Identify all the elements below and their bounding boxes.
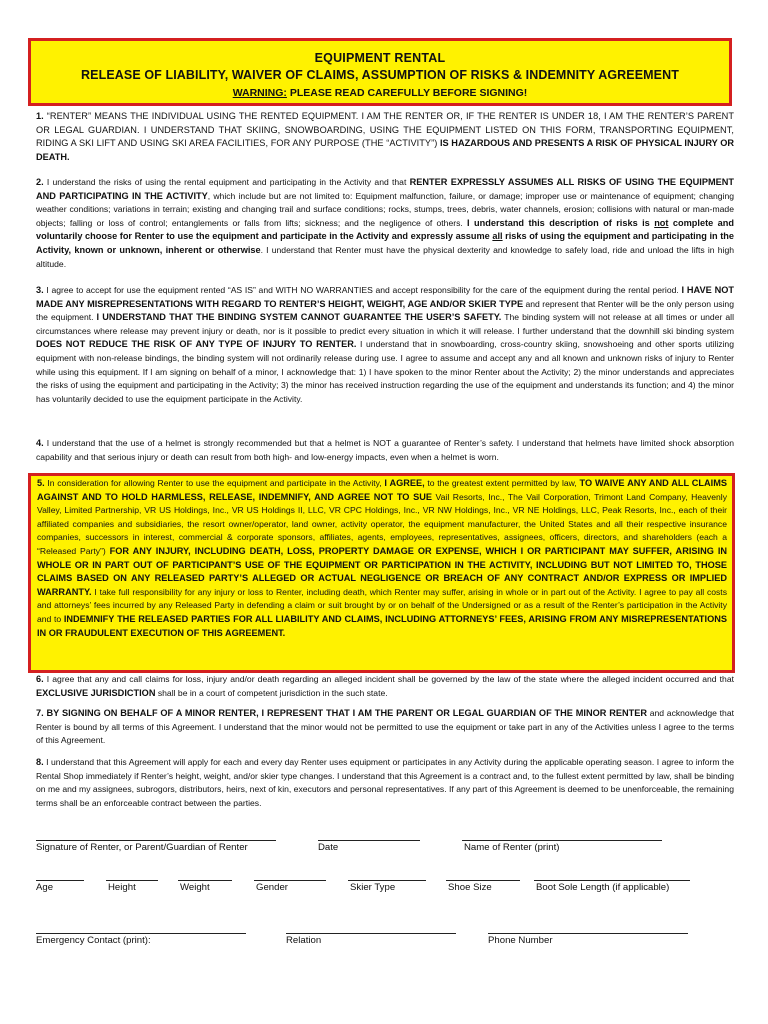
paragraph-5-text-3: Vail Resorts, Inc., The Vail Corporation, Trimont Land Company, Heavenly Valley, Limited Partnership, VR US Holdings, Inc., VR US Holdings II, LLC, VR CPC Holdings, Inc., VR NW Holdings, Inc., VR NE Holdings, LLC, Peak Resorts, Inc., each of their affiliated companies and subsidiaries, the resort owner/operator, land owner, activity operator, the equipment manufacturer, the United States and all their respective insurance companies, successors in interest, commercial & corporate sponsors, affiliates, agents, employees, representatives, assignees, officers, directors, and shareholders (each a “Released Party”): [37, 491, 727, 556]
phone-number-line[interactable]: [488, 933, 688, 934]
paragraph-7-bold: 7. BY SIGNING ON BEHALF OF A MINOR RENTER, I REPRESENT THAT I AM THE PARENT OR LEGAL GUARDIAN OF THE MINOR RENTER: [36, 708, 648, 718]
paragraph-1: [36, 110, 734, 164]
warning-text: PLEASE READ CAREFULLY BEFORE SIGNING!: [286, 87, 528, 99]
paragraph-6-number: 6.: [36, 674, 44, 684]
paragraph-2-text-3: . I understand that Renter must have the physical dexterity and knowledge to safely load, ride and unload the lifts in high altitude.: [36, 244, 734, 269]
renter-name-label: Name of Renter (print): [464, 842, 560, 853]
height-line[interactable]: [106, 880, 158, 881]
paragraph-5: [37, 477, 727, 640]
paragraph-3-text-1: I agree to accept for use the equipment rented “AS IS” and WITH NO WARRANTIES and accept responsibility for the care of the equipment during the rental period.: [43, 285, 682, 295]
height-label: Height: [108, 882, 136, 893]
paragraph-3-text-2: and represent that Renter will be the only person using the equipment.: [36, 298, 734, 323]
shoe-size-line[interactable]: [446, 880, 520, 881]
paragraph-3-text-4: I understand that in snowboarding, cross-country skiing, snowshoeing and other sports utilizing equipment with non-release bindings, the binding system will not ordinarily release during use. I agree to assume and accept any and all known and unknown risks of injury to Renter while using this equipment. If I am signing on behalf of a minor, I acknowledge that: 1) I have spoken to the minor Renter about the Activity; 2) the minor understands and appreciates the risks of using the equipment and participating in the Activity; 3) the minor has received instruction regarding the use of the equipment and understands its function; and 4) the minor has voluntarily decided to use the equipment participate in the Activity.: [36, 339, 734, 404]
boot-sole-line[interactable]: [534, 880, 690, 881]
paragraph-3-bold-1: I HAVE NOT MADE ANY MISREPRESENTATIONS WITH REGARD TO RENTER’S HEIGHT, WEIGHT, AGE AND/OR SKIER TYPE: [36, 285, 734, 309]
paragraph-8: [36, 756, 734, 810]
paragraph-5-text-1: In consideration for allowing Renter to use the equipment and participate in the Activity,: [44, 478, 385, 488]
date-label: Date: [318, 842, 339, 853]
paragraph-3-bold-2: I UNDERSTAND THAT THE BINDING SYSTEM CANNOT GUARANTEE THE USER’S SAFETY.: [96, 312, 502, 323]
paragraph-2-number: 2.: [36, 177, 44, 187]
paragraph-3-bold-3: DOES NOT REDUCE THE RISK OF ANY TYPE OF INJURY TO RENTER.: [36, 339, 357, 350]
paragraph-2-text-1: I understand the risks of using the rental equipment and participating in the Activity and that: [43, 177, 410, 187]
paragraph-5-text-4: I take full responsibility for any injury or loss to Renter, including death, which Renter may suffer, arising in whole or in part out of the Activity. I agree to pay all costs and attorneys’ fees incurred by any Released Party in defending a claim or suit brought by or on behalf of the Undersigned or as a result of the Renter’s participation in the Activity and to: [37, 586, 727, 624]
date-line[interactable]: [318, 840, 420, 841]
paragraph-6: [36, 673, 734, 700]
skier-type-label: Skier Type: [350, 882, 396, 893]
boot-sole-label: Boot Sole Length (if applicable): [536, 882, 670, 893]
paragraph-5-bold-4: INDEMNIFY THE RELEASED PARTIES FOR ALL LIABILITY AND CLAIMS, INCLUDING ATTORNEYS’ FEES, ARISING FROM ANY MISREPRESENTATIONS IN OR FRAUDULENT EXECUTION OF THIS AGREEMENT.: [37, 613, 727, 638]
paragraph-1-bold: IS HAZARDOUS AND PRESENTS A RISK OF PHYSICAL INJURY OR DEATH.: [36, 138, 734, 162]
paragraph-8-text: I understand that this Agreement will apply for each and every day Renter uses equipment or participates in any Activity during the applicable operating season. I agree to inform the Rental Shop immediately if Renter’s height, weight, and/or skier type changes. I understand that this Agreement is a contract and, to the fullest extent permitted by law, shall be binding on me and my assignees, subrogors, distributors, heirs, next of kin, executors and personal representatives. If any part of this Agreement is deemed to be unenforceable, the remaining terms shall be an enforceable contract between the parties.: [36, 757, 734, 808]
paragraph-6-text-2: shall be in a court of competent jurisdiction in the such state.: [155, 687, 388, 698]
paragraph-2: [36, 176, 734, 271]
indemnity-highlight-box: [28, 473, 735, 673]
emergency-contact-label: Emergency Contact (print):: [36, 935, 151, 946]
paragraph-3-text-3: The binding system will not release at all times or under all circumstances where release may prevent injury or death, nor is it possible to predict every situation in which it will release. I further understand that the downhill ski binding system: [36, 312, 734, 336]
paragraph-5-text-2: to the greatest extent permitted by law,: [424, 478, 580, 488]
phone-number-label: Phone Number: [488, 935, 553, 946]
paragraph-2-underline-all: all: [492, 231, 503, 242]
paragraph-2-text-2: , which include but are not limited to: Equipment malfunction, failure, or damage; improper use or maintenance of equipment; changing weather conditions; variations in terrain; existing and changing trail and surface conditions; rocks, stumps, trees, debris, water channels, erosion; collisions with natural or man-made objects; falling or loss of control; entanglements or falls from lifts; sickness; and the negligence of others.: [36, 190, 734, 228]
paragraph-3-number: 3.: [36, 285, 44, 295]
paragraph-4-number: 4.: [36, 438, 44, 448]
paragraph-5-bold-1: I AGREE,: [384, 478, 425, 488]
paragraph-2-bold-1: RENTER EXPRESSLY ASSUMES ALL RISKS OF USING THE EQUIPMENT AND PARTICIPATING IN THE ACTIVITY: [36, 177, 735, 201]
warning-line: [31, 87, 729, 99]
paragraph-5-bold-3: FOR ANY INJURY, INCLUDING DEATH, LOSS, PROPERTY DAMAGE OR EXPENSE, WHICH I OR PARTICIPANT MAY SUFFER, ARISING IN WHOLE OR IN PART OUT OF PARTICIPANT’S USE OF THE EQUIPMENT OR PARTICIPATION IN THE ACTIVITY, INCLUDING BUT NOT LIMITED TO, THOSE CLAIMS BASED ON ANY RELEASED PARTY’S ALLEGED OR ACTUAL NEGLIGENCE OR BREACH OF ANY CONTRACT AND/OR EXPRESS OR IMPLIED WARRANTY.: [37, 545, 728, 597]
age-label: Age: [36, 882, 54, 893]
paragraph-7-text: and acknowledge that Renter is bound by all terms of this Agreement. I understand that the minor would not be permitted to use the equipment or take part in any of the Activities unless I agree to the terms of this Agreement.: [36, 708, 734, 746]
document-title: EQUIPMENT RENTAL: [314, 51, 446, 65]
paragraph-7: [36, 707, 734, 748]
paragraph-6-text-1: I agree that any and call claims for loss, injury and/or death regarding an alleged incident shall be governed by the law of the state where the alleged incident occurred and that: [43, 674, 734, 684]
paragraph-1-number: 1.: [36, 111, 44, 121]
paragraph-4-text: I understand that the use of a helmet is strongly recommended but that a helmet is NOT a guarantee of Renter’s safety. I understand that helmets have limited shock absorption capability and that serious injury or death can result from both high- and low-energy impacts, even when a helmet is worn.: [36, 438, 734, 462]
paragraph-1-text: “RENTER” MEANS THE INDIVIDUAL USING THE RENTED EQUIPMENT. I AM THE RENTER OR, IF THE RENTER IS UNDER 18, I AM THE RENTER’S PARENT OR LEGAL GUARDIAN. I UNDERSTAND THAT SKIING, SNOWBOARDING, USING THE EQUIPMENT LISTED ON THIS FORM, TRANSPORTING EQUIPMENT, RIDING A SKI LIFT AND USING SKI AREA FACILITIES, FOR ANY PURPOSE (THE “ACTIVITY”): [36, 111, 734, 149]
paragraph-2-bold-2c: risks of using the equipment and participating in the Activity, known or unknown, inherent or otherwise: [36, 231, 734, 255]
paragraph-5-number: 5.: [37, 478, 45, 488]
paragraph-3: [36, 284, 734, 406]
paragraph-4: [36, 437, 734, 464]
gender-line[interactable]: [254, 880, 326, 881]
weight-line[interactable]: [178, 880, 232, 881]
signature-line[interactable]: [36, 840, 276, 841]
paragraph-2-bold-2b: complete and voluntarily choose for Renter to use the equipment and participate in the Activity and expressly assume: [36, 217, 734, 242]
paragraph-2-underline-not: not: [654, 217, 669, 228]
skier-type-line[interactable]: [348, 880, 426, 881]
renter-name-line[interactable]: [462, 840, 662, 841]
emergency-contact-line[interactable]: [36, 933, 246, 934]
relation-line[interactable]: [286, 933, 456, 934]
shoe-size-label: Shoe Size: [448, 882, 492, 893]
document-subtitle: RELEASE OF LIABILITY, WAIVER OF CLAIMS, ASSUMPTION OF RISKS & INDEMNITY AGREEMENT: [81, 68, 679, 82]
warning-label: WARNING:: [232, 87, 287, 99]
age-line[interactable]: [36, 880, 84, 881]
paragraph-2-bold-2a: I understand this description of risks is: [467, 217, 655, 228]
paragraph-5-bold-2: TO WAIVE ANY AND ALL CLAIMS AGAINST AND TO HOLD HARMLESS, RELEASE, INDEMNIFY, AND AGREE NOT TO SUE: [37, 478, 727, 502]
relation-label: Relation: [286, 935, 322, 946]
header-box: [28, 38, 732, 106]
weight-label: Weight: [180, 882, 210, 893]
paragraph-8-number: 8.: [36, 757, 44, 767]
paragraph-6-bold-1: EXCLUSIVE JURISDICTION: [36, 687, 156, 698]
signature-label: Signature of Renter, or Parent/Guardian of Renter: [36, 842, 248, 853]
gender-label: Gender: [256, 882, 288, 893]
